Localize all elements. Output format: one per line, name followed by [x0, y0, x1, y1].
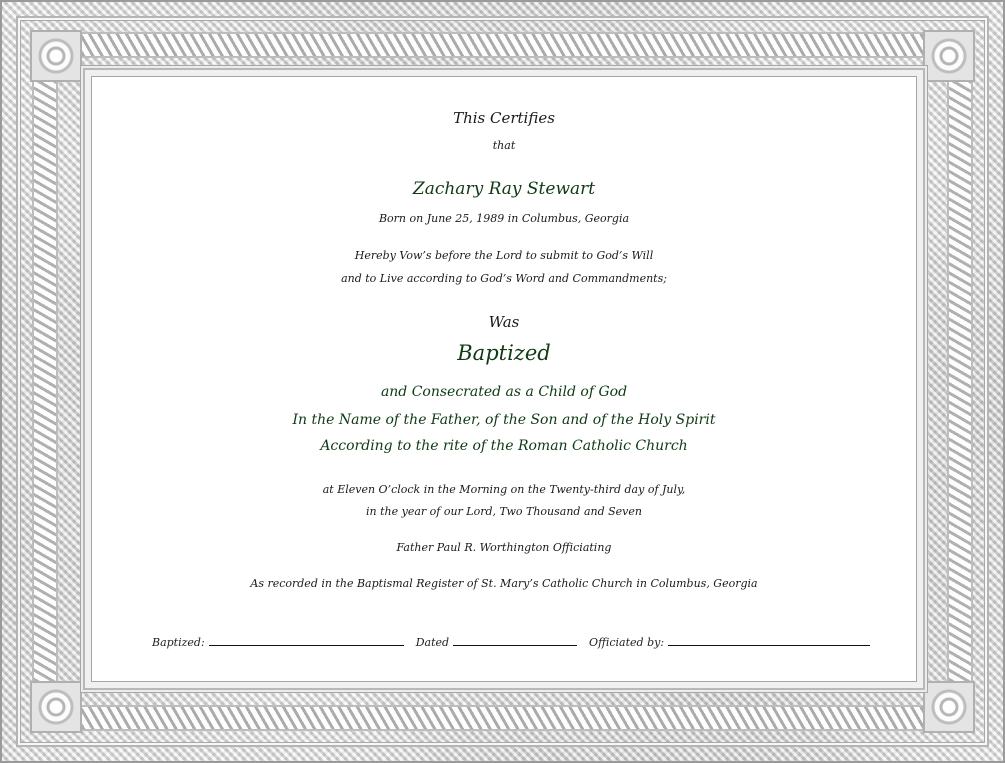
officiated-by-label: Officiated by: — [589, 636, 665, 649]
frame-corner-ornament-icon — [923, 30, 975, 82]
frame-corner-ornament-icon — [30, 30, 82, 82]
trinity-line: In the Name of the Father, of the Son and of the Holy Spirit — [292, 412, 716, 428]
baptized-signature-line — [209, 635, 404, 646]
officiant-line: Father Paul R. Worthington Officiating — [396, 541, 612, 554]
was-label: Was — [488, 313, 520, 331]
signature-row — [152, 635, 872, 649]
baptized-signature-label: Baptized: — [152, 636, 205, 649]
officiated-signature-line — [668, 635, 870, 646]
dated-signature-line — [453, 635, 577, 646]
frame-left-band — [32, 82, 58, 681]
vow-line-1: Hereby Vow’s before the Lord to submit to God’s Will — [354, 249, 654, 262]
dated-label: Dated — [415, 636, 450, 649]
certificate-heading: This Certifies — [453, 109, 555, 127]
frame-top-band — [82, 32, 923, 58]
consecrated-line: and Consecrated as a Child of God — [380, 384, 628, 400]
certificate-paper — [91, 76, 917, 682]
baptized-title: Baptized — [457, 341, 551, 365]
frame-corner-ornament-icon — [923, 681, 975, 733]
time-line-2: in the year of our Lord, Two Thousand and Seven — [366, 505, 642, 518]
certificate-that: that — [492, 139, 516, 152]
vow-line-2: and to Live according to God’s Word and Commandments; — [341, 272, 667, 285]
register-line: As recorded in the Baptismal Register of St. Mary’s Catholic Church in Columbus, Georgia — [250, 577, 758, 590]
frame-bottom-band — [82, 705, 923, 731]
birth-details: Born on June 25, 1989 in Columbus, Georgia — [378, 212, 630, 225]
recipient-name: Zachary Ray Stewart — [412, 179, 596, 199]
rite-line: According to the rite of the Roman Catholic Church — [320, 438, 688, 454]
frame-right-band — [947, 82, 973, 681]
time-line-1: at Eleven O’clock in the Morning on the Twenty-third day of July, — [322, 483, 686, 496]
frame-corner-ornament-icon — [30, 681, 82, 733]
